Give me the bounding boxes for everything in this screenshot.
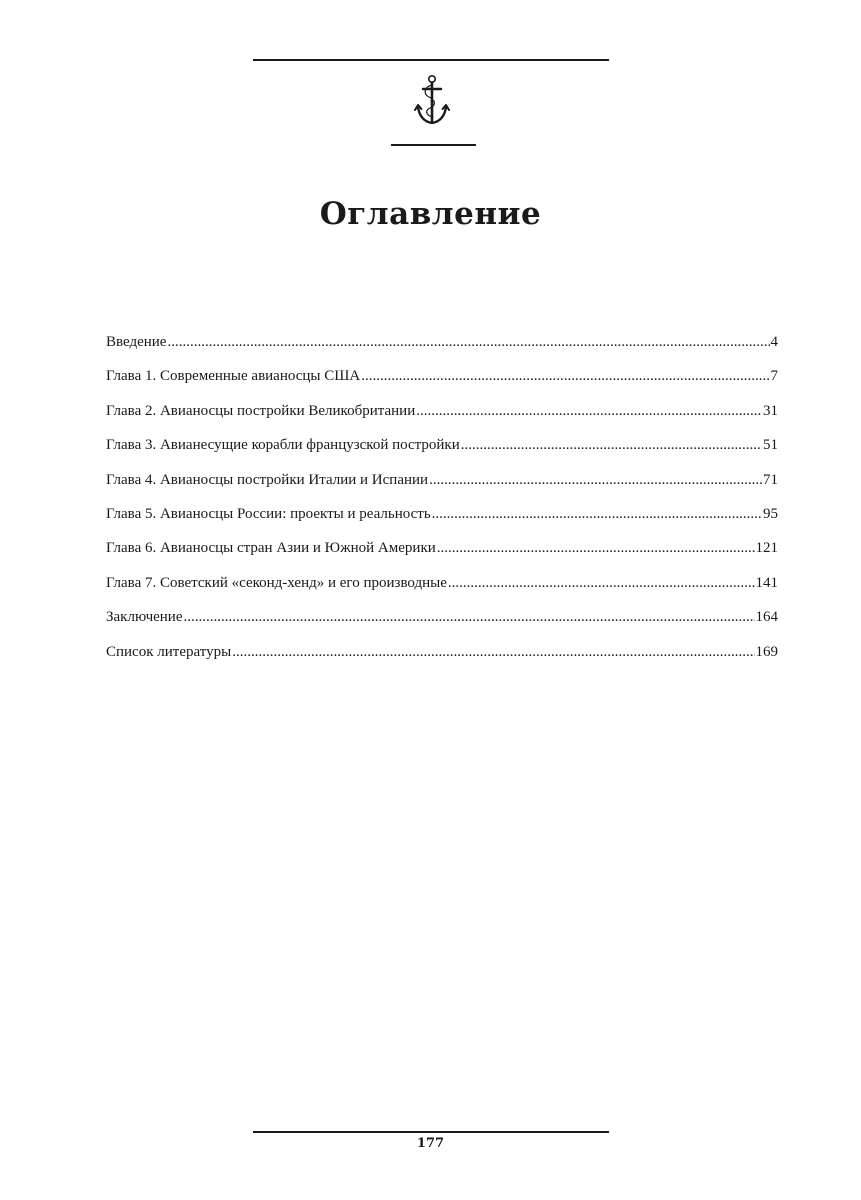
toc-entry[interactable]	[106, 365, 778, 399]
toc-entry-title: Глава 7. Советский «секонд-хенд» и его производные	[106, 574, 447, 591]
toc-entry-page: 121	[755, 540, 778, 557]
toc-entry[interactable]	[106, 641, 778, 675]
toc-dot-leader	[184, 606, 755, 628]
toc-dot-leader	[432, 503, 762, 525]
toc-entry[interactable]	[106, 537, 778, 571]
toc-entry[interactable]	[106, 572, 778, 606]
toc-entry-page: 164	[755, 609, 778, 626]
toc-entry-title: Глава 1. Современные авианосцы США	[106, 368, 361, 385]
toc-dot-leader	[416, 400, 762, 422]
toc-entry-page: 169	[755, 643, 778, 660]
table-of-contents	[106, 331, 778, 675]
toc-entry-title: Список литературы	[106, 643, 232, 660]
toc-entry-page: 7	[770, 368, 778, 385]
page-number: 177	[416, 1136, 445, 1151]
toc-dot-leader	[437, 537, 755, 559]
toc-entry-title: Глава 5. Авианосцы России: проекты и реальность	[106, 505, 431, 522]
toc-dot-leader	[448, 572, 755, 594]
toc-entry[interactable]	[106, 606, 778, 640]
toc-entry-title: Заключение	[106, 609, 183, 626]
toc-entry-page: 31	[763, 402, 778, 419]
toc-entry-page: 71	[763, 471, 778, 488]
anchor-icon	[412, 74, 452, 130]
toc-entry[interactable]	[106, 331, 778, 365]
page-title: Оглавление	[319, 196, 542, 232]
toc-entry-title: Глава 3. Авианесущие корабли французской постройки	[106, 437, 460, 454]
toc-dot-leader	[461, 434, 762, 456]
toc-dot-leader	[361, 365, 769, 387]
toc-entry[interactable]	[106, 469, 778, 503]
toc-entry-page: 141	[755, 574, 778, 591]
toc-entry-page: 95	[763, 505, 778, 522]
footer-rule	[253, 1131, 609, 1133]
header-rule	[253, 59, 609, 61]
toc-dot-leader	[232, 641, 754, 663]
ornament-rule	[391, 144, 476, 146]
toc-entry-title: Введение	[106, 334, 167, 350]
toc-entry[interactable]	[106, 434, 778, 468]
toc-entry[interactable]	[106, 400, 778, 434]
toc-entry-page: 51	[763, 437, 778, 454]
toc-entry[interactable]	[106, 503, 778, 537]
toc-dot-leader	[167, 331, 769, 353]
toc-dot-leader	[429, 469, 762, 491]
toc-entry-title: Глава 4. Авианосцы постройки Италии и Испании	[106, 471, 429, 488]
toc-entry-title: Глава 6. Авианосцы стран Азии и Южной Америки	[106, 540, 436, 557]
toc-entry-title: Глава 2. Авианосцы постройки Великобритании	[106, 402, 416, 419]
toc-entry-page: 4	[770, 334, 778, 350]
